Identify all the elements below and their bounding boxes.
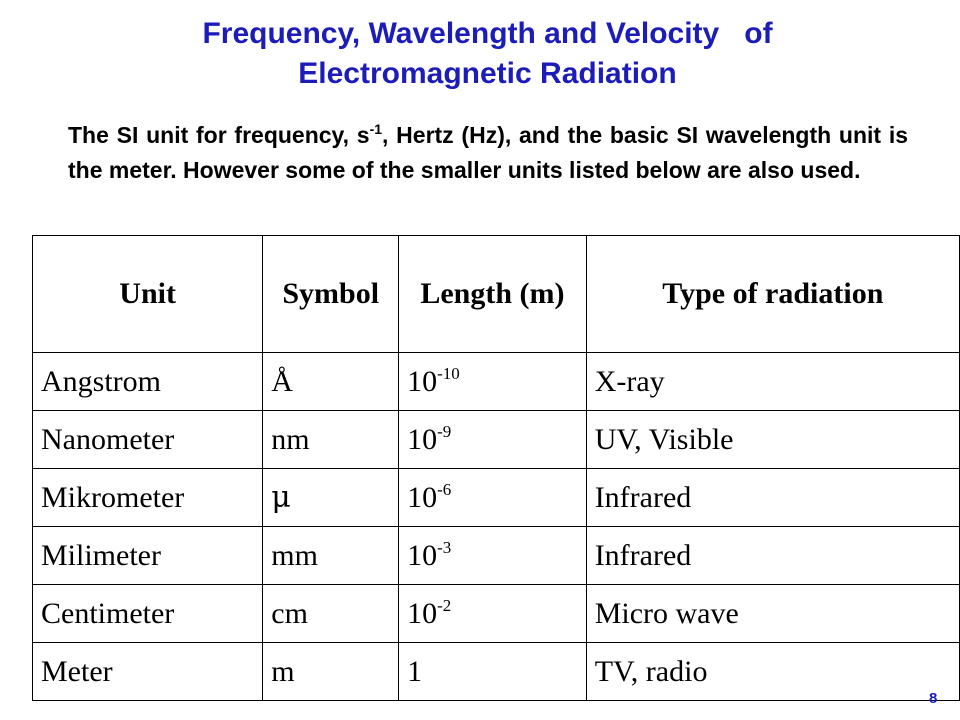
slide-title bbox=[0, 14, 960, 94]
cell-radiation: X-ray bbox=[586, 353, 959, 411]
length-exponent: -2 bbox=[437, 595, 452, 615]
length-exponent: -10 bbox=[437, 363, 460, 383]
length-base: 10 bbox=[407, 364, 438, 398]
cell-length bbox=[399, 643, 587, 701]
cell-symbol: nm bbox=[263, 411, 399, 469]
cell-length bbox=[399, 469, 587, 527]
cell-symbol: cm bbox=[263, 585, 399, 643]
cell-unit: Angstrom bbox=[33, 353, 263, 411]
cell-unit: Mikrometer bbox=[33, 469, 263, 527]
cell-symbol: mm bbox=[263, 527, 399, 585]
cell-symbol: m bbox=[263, 643, 399, 701]
length-base: 10 bbox=[407, 538, 438, 572]
intro-text-part2: , Hertz (Hz), and the basic SI wavelength unit is the meter. However some of the smaller units listed below are also used. bbox=[68, 122, 909, 183]
length-base: 1 bbox=[407, 654, 423, 688]
cell-unit: Nanometer bbox=[33, 411, 263, 469]
table-row bbox=[33, 353, 960, 411]
table-row bbox=[33, 527, 960, 585]
cell-symbol: Å bbox=[263, 353, 399, 411]
cell-length bbox=[399, 411, 587, 469]
length-base: 10 bbox=[407, 422, 438, 456]
cell-radiation: Infrared bbox=[586, 527, 959, 585]
table-row bbox=[33, 469, 960, 527]
cell-length bbox=[399, 585, 587, 643]
header-unit: Unit bbox=[33, 236, 263, 353]
length-base: 10 bbox=[407, 596, 438, 630]
title-line-2: Electromagnetic Radiation bbox=[298, 57, 677, 90]
table-row bbox=[33, 643, 960, 701]
header-radiation-type bbox=[586, 236, 959, 353]
units-table bbox=[32, 235, 960, 701]
page-number: 8 bbox=[929, 690, 938, 707]
cell-unit: Centimeter bbox=[33, 585, 263, 643]
cell-length bbox=[399, 527, 587, 585]
cell-length bbox=[399, 353, 587, 411]
header-length: Length (m) bbox=[399, 236, 587, 353]
length-exponent: -6 bbox=[437, 479, 452, 499]
intro-superscript: -1 bbox=[369, 121, 383, 137]
intro-text-part1: The SI unit for frequency, s bbox=[68, 122, 370, 148]
length-exponent: -3 bbox=[437, 537, 452, 557]
header-symbol: Symbol bbox=[263, 236, 399, 353]
cell-unit: Milimeter bbox=[33, 527, 263, 585]
cell-symbol: μ bbox=[263, 469, 399, 527]
length-base: 10 bbox=[407, 480, 438, 514]
table-header-row bbox=[33, 236, 960, 353]
cell-radiation: Micro wave bbox=[586, 585, 959, 643]
cell-radiation: Infrared bbox=[586, 469, 959, 527]
cell-radiation: TV, radio bbox=[586, 643, 959, 701]
cell-radiation: UV, Visible bbox=[586, 411, 959, 469]
title-line-1: Frequency, Wavelength and Velocity of bbox=[202, 17, 773, 50]
header-radiation-type-label: Type of radiation bbox=[662, 277, 884, 310]
table-row bbox=[33, 411, 960, 469]
table-row bbox=[33, 585, 960, 643]
cell-unit: Meter bbox=[33, 643, 263, 701]
length-exponent: -9 bbox=[437, 421, 452, 441]
intro-paragraph bbox=[68, 118, 908, 188]
